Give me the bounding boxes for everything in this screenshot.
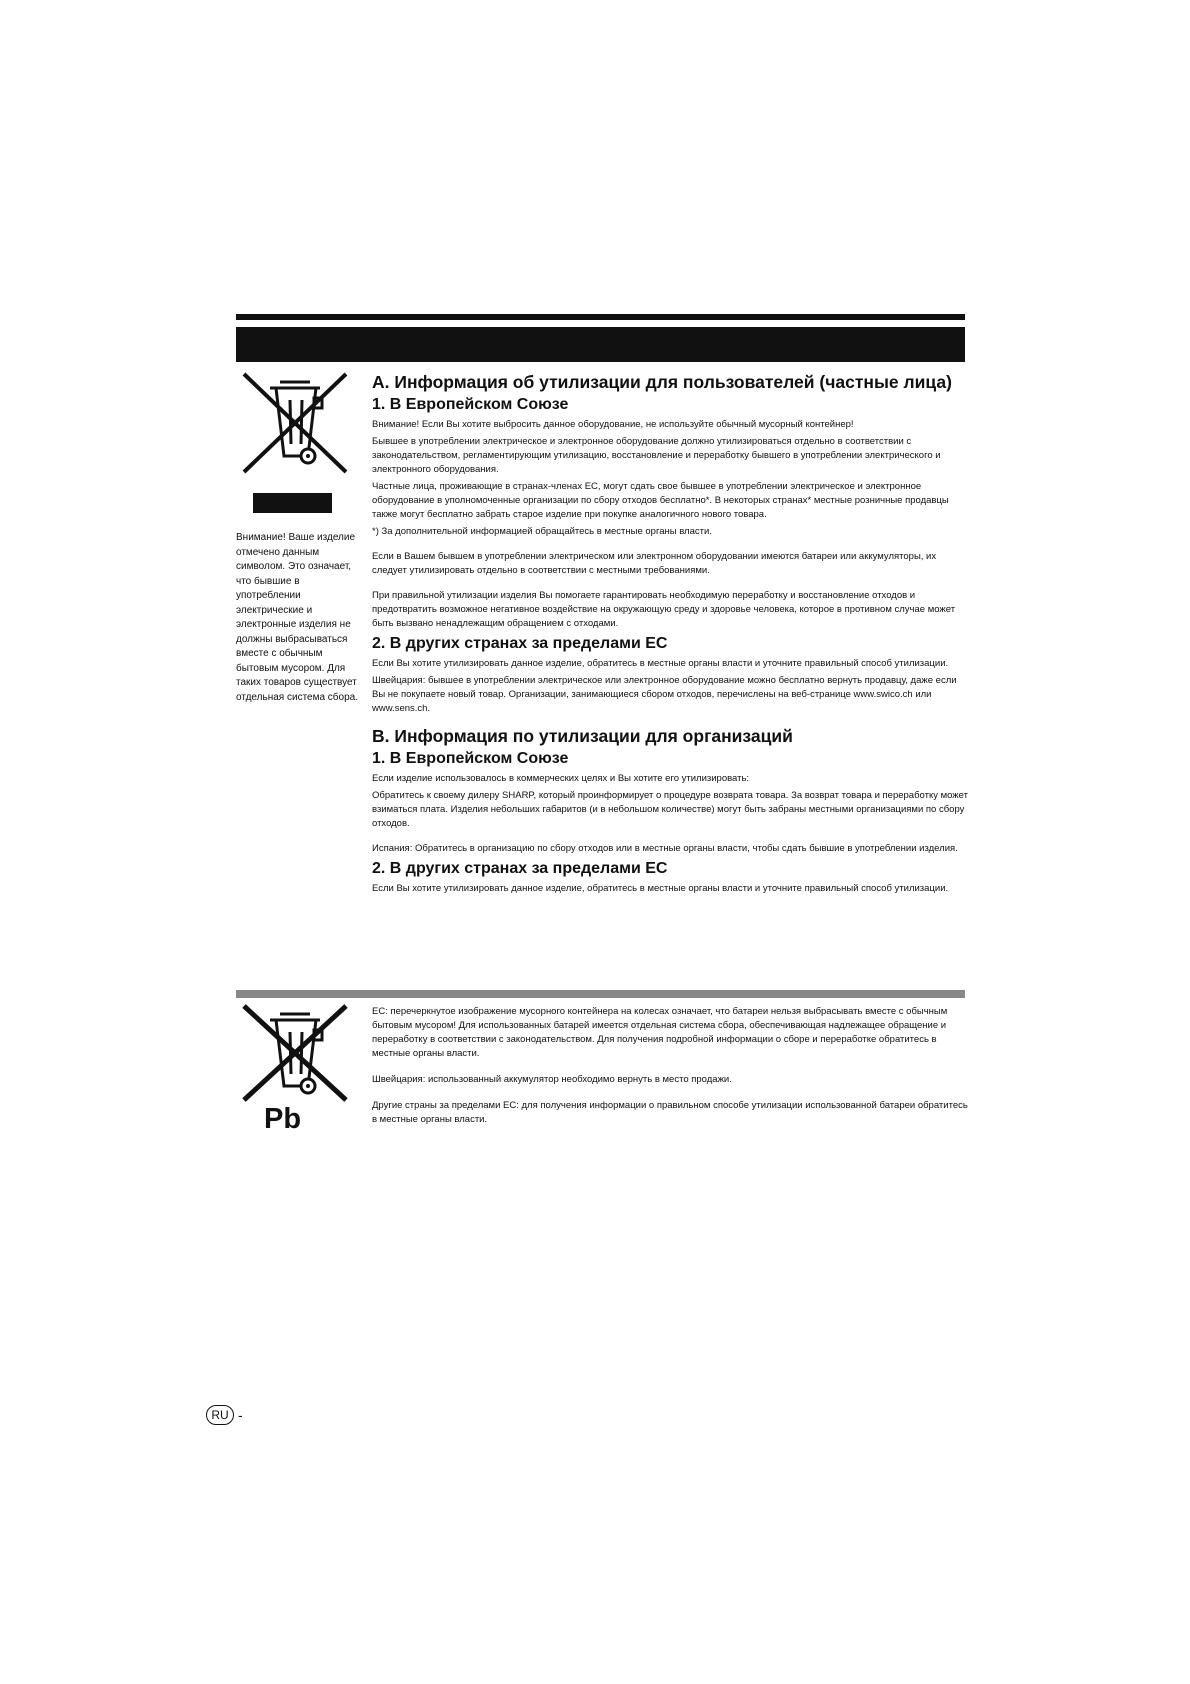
black-label-box: [253, 493, 332, 513]
paragraph: Если в Вашем бывшем в употреблении электрическом или электронном оборудовании имеются батареи или аккумуляторы, их следует утилизировать отдельно в соответствии с местными требованиями.: [372, 551, 937, 576]
crossed-out-bin-pb-icon: [236, 1004, 354, 1104]
paragraph: Частные лица, проживающие в странах-членах ЕС, могут сдать свое бывшее в употреблении электрическое и электронное оборудование в уполномоченные организации по сбору отходов бесплатно*. В некоторых странах* местные розничные продавцы также могут бесплатно забрать старое изделие при покупке аналогичного нового товара.: [372, 481, 949, 520]
battery-symbol: [236, 1004, 354, 1134]
top-rule: [236, 314, 965, 320]
sidebar-note: Внимание! Ваше изделие отмечено данным символом. Это означает, что бывшие в употреблении электрические и электронные изделия не должны выбрасываться вместе с обычным бытовым мусором. Для таких товаров существует отдельная система сбора.: [236, 532, 358, 703]
paragraph: Внимание! Если Вы хотите выбросить данное оборудование, не используйте обычный мусорный контейнер!: [372, 419, 854, 430]
sidebar: [236, 372, 358, 705]
section-b-title: B. Информация по утилизации для организаций: [372, 726, 793, 746]
section-b-eu-title: 1. В Европейском Союзе: [372, 750, 569, 767]
paragraph: Если изделие использовалось в коммерческих целях и Вы хотите его утилизировать:: [372, 773, 750, 784]
paragraph: Швейцария: использованный аккумулятор необходимо вернуть в место продажи.: [372, 1074, 732, 1085]
paragraph: Если Вы хотите утилизировать данное изделие, обратитесь в местные органы власти и уточните правильный способ утилизации.: [372, 658, 949, 669]
crossed-out-wheelie-bin-icon: [236, 372, 354, 476]
paragraph: Другие страны за пределами ЕС: для получения информации о правильном способе утилизации использованной батареи обратитесь в местные органы власти.: [372, 1100, 968, 1125]
main-content: [372, 372, 968, 899]
page-footer: [206, 1405, 243, 1425]
section-a-other-title: 2. В других странах за пределами ЕС: [372, 635, 668, 652]
paragraph: Бывшее в употреблении электрическое и электронное оборудование должно утилизироваться отдельно в соответствии с законодательством, регламентирующим утилизацию, восстановление и переработку бывшего в употреблении электрического и электронного оборудования.: [372, 436, 941, 475]
paragraph: Швейцария: бывшее в употреблении электрическое или электронное оборудование можно бесплатно вернуть продавцу, даже если Вы не покупаете новый товар. Организации, занимающиеся сбором отходов, перечислены на веб-странице www.swico.ch или www.sens.ch.: [372, 675, 957, 714]
paragraph: При правильной утилизации изделия Вы помогаете гарантировать необходимую переработку и восстановление отходов и предотвратить возможное негативное воздействие на окружающую среду и здоровье человека, которое в противном случае может быть вызвано ненадлежащим обращением с отходами.: [372, 590, 956, 629]
section-b-other-title: 2. В других странах за пределами ЕС: [372, 860, 668, 877]
battery-text: [372, 1005, 968, 1139]
paragraph: Обратитесь к своему дилеру SHARP, который проинформирует о процедуре возврата товара. За возврат товара и переработку может взиматься плата. Изделия небольших габаритов (и в небольшом количестве) могут быть забраны местными организациями по сбору отходов.: [372, 790, 968, 829]
header-band: [236, 327, 965, 362]
section-a-eu-title: 1. В Европейском Союзе: [372, 396, 569, 413]
battery-divider: [236, 990, 965, 998]
paragraph: ЕС: перечеркнутое изображение мусорного контейнера на колесах означает, что батареи нельзя выбрасывать вместе с обычным бытовым мусором! Для использованных батарей имеется отдельная система сбора, обеспечивающая надлежащее обращение и переработку в соответствии с законодательством. Для получения подробной информации о сборе и переработке обратитесь в местные органы власти.: [372, 1006, 948, 1059]
page-number-separator: -: [238, 1407, 243, 1423]
paragraph: Испания: Обратитесь в организацию по сбору отходов или в местные органы власти, чтобы сдать бывшие в употреблении изделия.: [372, 843, 958, 854]
paragraph: *) За дополнительной информацией обращайтесь в местные органы власти.: [372, 526, 712, 537]
pb-label: Pb: [264, 1103, 302, 1135]
language-badge: RU: [206, 1405, 234, 1425]
section-a-title: А. Информация об утилизации для пользователей (частные лица): [372, 372, 952, 392]
paragraph: Если Вы хотите утилизировать данное изделие, обратитесь в местные органы власти и уточните правильный способ утилизации.: [372, 883, 949, 894]
